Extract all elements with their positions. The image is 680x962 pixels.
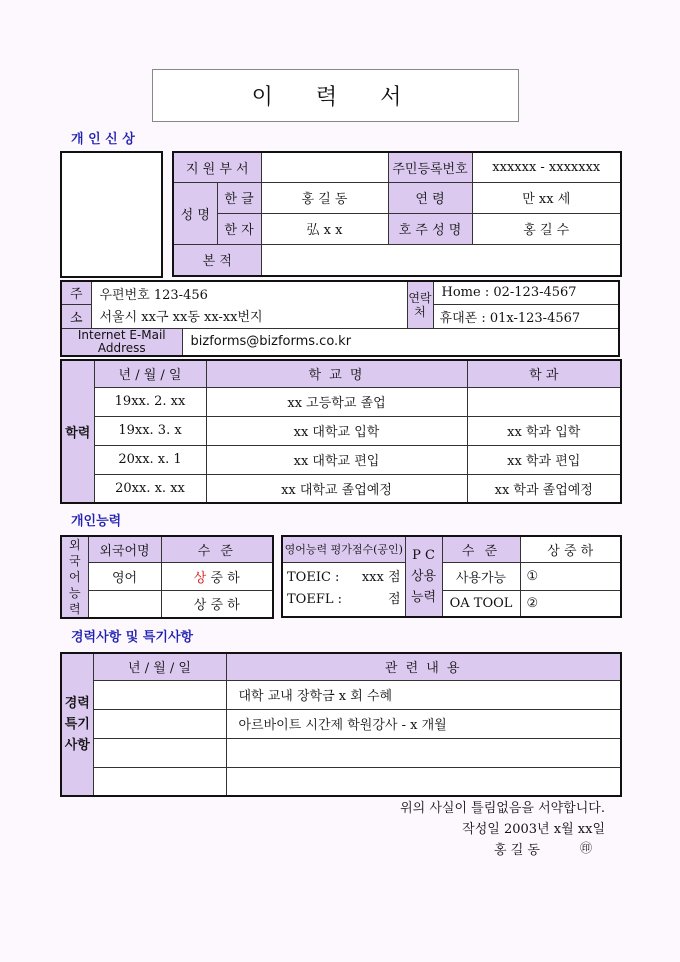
career-side-text: 경력 (64, 696, 90, 711)
career-table (60, 652, 622, 797)
language-side-char: 국 (68, 554, 81, 568)
language-side-char: 어 (68, 570, 81, 584)
pc-side-text: P C (412, 548, 435, 563)
address-table (60, 280, 620, 357)
table-row (61, 416, 621, 445)
seal-mark: ㊞ (580, 841, 593, 855)
dept-field[interactable] (261, 152, 388, 182)
head-label: 호 주 성 명 (388, 213, 472, 244)
table-row (61, 709, 621, 738)
email-label-top: Internet E-Mail (77, 328, 166, 342)
table-row (61, 445, 621, 474)
score-pc-table (281, 535, 622, 618)
education-label: 학력 (61, 360, 94, 503)
table-row (61, 474, 621, 503)
education-table (60, 359, 622, 504)
language-side-char: 능 (68, 586, 81, 600)
page-title: 이 력 서 (152, 69, 519, 122)
career-content[interactable]: 대학 교내 장학금 x 회 수혜 (226, 680, 621, 709)
personal-info-table (172, 151, 622, 277)
hangul-label: 한 글 (217, 182, 261, 213)
other-levels: 중 하 (206, 570, 240, 586)
career-header-date: 년 / 월 / 일 (93, 653, 226, 680)
head-field[interactable]: 홍 길 수 (472, 213, 621, 244)
career-content[interactable] (226, 767, 621, 796)
career-content[interactable] (226, 738, 621, 767)
postal-field[interactable]: 우편번호 123-456 (91, 281, 407, 304)
education-header-school: 학 교 명 (206, 360, 467, 387)
pc-side-text: 능력 (410, 590, 437, 605)
contact-label (407, 281, 433, 328)
score-header: 영어능력 평가점수(공인) (282, 536, 405, 562)
selected-level: 상 (193, 570, 207, 586)
edu-major[interactable]: xx 학과 편입 (467, 445, 621, 474)
toeic-label: TOEIC : (287, 570, 340, 586)
score-field[interactable] (282, 562, 405, 617)
pc-mark-1[interactable]: ① (520, 562, 621, 590)
table-row (61, 387, 621, 416)
name-label: 성 명 (173, 182, 217, 244)
origin-field[interactable] (261, 244, 621, 276)
rrn-label: 주민등록번호 (388, 152, 472, 182)
edu-major[interactable]: xx 학과 입학 (467, 416, 621, 445)
edu-date[interactable]: 20xx. x. 1 (94, 445, 206, 474)
toeic-row (287, 567, 401, 589)
section-career-title: 경력사항 및 특기사항 (71, 630, 194, 645)
edu-major[interactable] (467, 387, 621, 416)
career-date[interactable] (93, 767, 226, 796)
edu-school[interactable]: xx 고등학교 졸업 (206, 387, 467, 416)
pc-side-label (405, 536, 442, 617)
origin-label: 본 적 (173, 244, 261, 276)
section-personal-title: 개 인 신 상 (71, 132, 135, 147)
toeic-score: xxx 점 (361, 570, 401, 586)
contact-label-bottom: 처 (414, 304, 426, 319)
pc-item-1[interactable]: 사용가능 (442, 562, 520, 590)
contact-label-top: 연락 (408, 290, 432, 305)
email-label-bottom: Address (97, 340, 146, 355)
language-side-char: 외 (68, 538, 81, 552)
section-ability-title: 개인능력 (71, 514, 122, 529)
photo-box[interactable] (60, 151, 163, 278)
hanja-field[interactable]: 弘 x x (261, 213, 388, 244)
table-row (61, 738, 621, 767)
career-header-content: 관 련 내 용 (226, 653, 621, 680)
career-date[interactable] (93, 709, 226, 738)
edu-school[interactable]: xx 대학교 졸업예정 (206, 474, 467, 503)
pc-item-2[interactable]: OA TOOL (442, 590, 520, 617)
table-row (61, 680, 621, 709)
toefl-row (287, 589, 401, 611)
age-label: 연 령 (388, 182, 472, 213)
oath-text: 위의 사실이 틀림없음을 서약합니다. (400, 801, 605, 816)
edu-date[interactable]: 19xx. 3. x (94, 416, 206, 445)
language-level-field-2[interactable]: 상 중 하 (161, 590, 273, 618)
hanja-label: 한 자 (217, 213, 261, 244)
edu-date[interactable]: 19xx. 2. xx (94, 387, 206, 416)
language-level-field[interactable] (161, 563, 273, 591)
rrn-field[interactable]: xxxxxx - xxxxxxx (472, 152, 621, 182)
language-name-field-2[interactable] (88, 590, 161, 618)
language-level-header: 수 준 (161, 536, 273, 563)
education-header-major: 학 과 (467, 360, 621, 387)
edu-major[interactable]: xx 학과 졸업예정 (467, 474, 621, 503)
language-name-field[interactable]: 영어 (88, 563, 161, 591)
address-label-bottom: 소 (61, 304, 91, 328)
pc-level-header: 수 준 (442, 536, 520, 562)
education-header-row (61, 360, 621, 387)
career-side-text: 특기 (64, 717, 90, 732)
career-content[interactable]: 아르바이트 시간제 학원강사 - x 개월 (226, 709, 621, 738)
age-field[interactable]: 만 xx 세 (472, 182, 621, 213)
career-date[interactable] (93, 738, 226, 767)
hangul-field[interactable]: 홍 길 동 (261, 182, 388, 213)
address-label-top: 주 (61, 281, 91, 304)
mobile-field[interactable]: 휴대폰 : 01x-123-4567 (433, 304, 619, 328)
edu-school[interactable]: xx 대학교 편입 (206, 445, 467, 474)
email-label (61, 328, 182, 356)
pc-side-text: 상용 (410, 569, 437, 584)
pc-mark-2[interactable]: ② (520, 590, 621, 617)
edu-date[interactable]: 20xx. x. xx (94, 474, 206, 503)
toefl-score: 점 (387, 592, 401, 608)
home-phone-field[interactable]: Home : 02-123-4567 (433, 281, 619, 304)
email-field[interactable]: bizforms@bizforms.co.kr (182, 328, 619, 356)
language-side-char: 력 (68, 602, 81, 616)
signer-name: 홍 길 동 (494, 843, 540, 858)
street-field[interactable]: 서울시 xx구 xx동 xx-xx번지 (91, 304, 407, 328)
edu-school[interactable]: xx 대학교 입학 (206, 416, 467, 445)
table-row (61, 767, 621, 796)
written-date: 작성일 2003년 x월 xx일 (462, 822, 605, 837)
dept-label: 지 원 부 서 (173, 152, 261, 182)
career-date[interactable] (93, 680, 226, 709)
pc-grade-header: 상 중 하 (520, 536, 621, 562)
career-side-label (61, 653, 93, 796)
language-side-label (61, 536, 88, 618)
language-table (60, 535, 274, 619)
education-header-date: 년 / 월 / 일 (94, 360, 206, 387)
toefl-label: TOEFL : (287, 592, 342, 608)
career-side-text: 사항 (64, 738, 90, 753)
language-name-header: 외국어명 (88, 536, 161, 563)
